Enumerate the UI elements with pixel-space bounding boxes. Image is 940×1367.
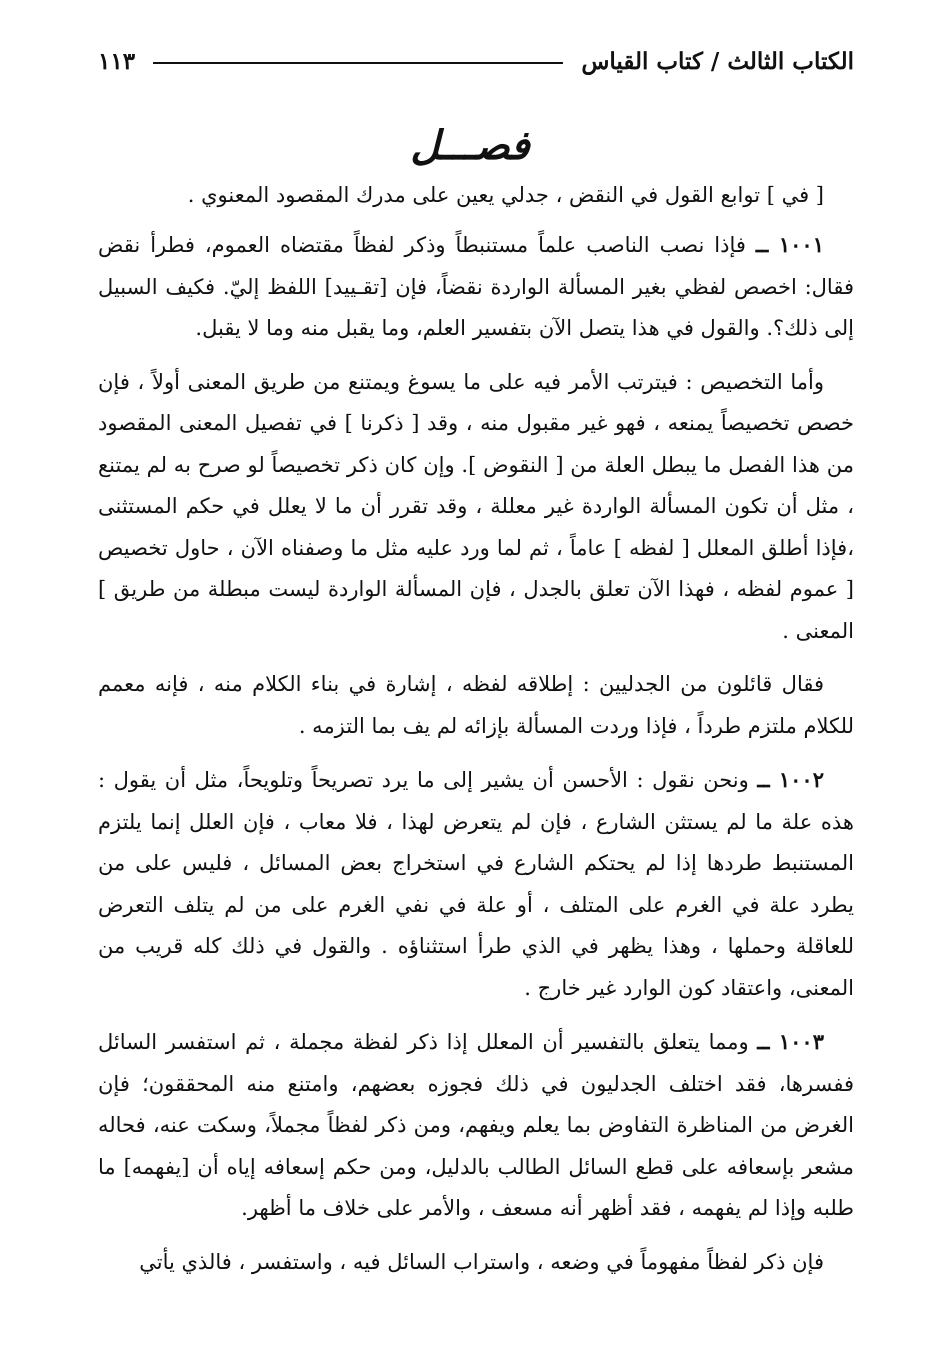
paragraph-1003: [98, 1021, 854, 1230]
paragraph-takhsis: [98, 362, 854, 653]
paragraph-number: ١٠٠١ ــ: [755, 232, 824, 257]
paragraph-text: ومما يتعلق بالتفسير أن المعلل إذا ذكر لفظة مجملة ، ثم استفسر السائل ففسرها، فقد اختلف الجدليون في ذلك فجوزه بعضهم، وامتنع منه المحققون؛ فإن الغرض من المناظرة التفاوض بما يعلم ويفهم، ومن ذكر لفظاً مجملاً، وسكت عنه، فحاله مشعر بإسعافه على قطع السائل الطالب بالدليل، ومن حكم إسعافه إياه أن [يفهمه] ما طلبه وإذا لم يفهمه ، فقد أظهر أنه مسعف ، والأمر على خلاف ما أظهر.: [98, 1030, 854, 1220]
running-header: [98, 38, 854, 84]
paragraph-1001: [98, 224, 854, 350]
paragraph-text: ونحن نقول : الأحسن أن يشير إلى ما يرد تصريحاً وتلويحاً، مثل أن يقول : هذه علة ما لم يستثن الشارع ، فإن لم يتعرض لهذا ، فلا معاب ، فإن العلل إنما يلتزم المستنبط طردها إذا لم يحتكم الشارع في استخراج بعض المسائل ، فليس على من يطرد علة في الغرم على المتلف ، أو علة في نفي الغرم على من لم يتلف التعرض للعاقلة وحملها ، وهذا يظهر في الذي طرأ استثناؤه . والقول في ذلك كله قريب من المعنى، واعتقاد كون الوارد غير خارج .: [98, 768, 854, 1000]
section-subtitle: [ في ] توابع القول في النقض ، جدلي يعين على مدرك المقصود المعنوي .: [187, 183, 824, 207]
paragraph-text: وأما التخصيص : فيترتب الأمر فيه على ما يسوغ ويمتنع من طريق المعنى أولاً ، فإن خصص تخصيصاً يمنعه ، فهو غير مقبول منه ، وقد [ ذكرنا ] في تفصيل المعنى المقصود من هذا الفصل ما يبطل العلة من [ النقوض ]. وإن كان ذكر تخصيصاً لو صرح به لم يمتنع ، مثل أن تكون المسألة الواردة غير معللة ، وقد تقرر أن ما لا يعلل في حكم المستثنى ،فإذا أطلق المعلل [ لفظه ] عاماً ، ثم لما ورد عليه مثل ما وصفناه الآن ، حاول تخصيص [ عموم لفظه ، فهذا الآن تعلق بالجدل ، فإن المسألة الواردة ليست مبطلة من طريق ] المعنى .: [98, 369, 854, 643]
paragraph-text: فقال قائلون من الجدليين : إطلاقه لفظه ، إشارة في بناء الكلام منه ، فإنه معمم للكلام ملتزم طرداً ، فإذا وردت المسألة بإزائه لم يف بما التزمه .: [98, 672, 854, 738]
paragraph-number: ١٠٠٣ ــ: [757, 1029, 824, 1054]
paragraph-continued: [98, 1242, 854, 1284]
paragraph-1002: [98, 759, 854, 1009]
running-title: الكتاب الثالث / كتاب القياس: [581, 47, 854, 75]
paragraph-text: فإن ذكر لفظاً مفهوماً في وضعه ، واستراب السائل فيه ، واستفسر ، فالذي يأتي: [139, 1249, 824, 1274]
header-rule: [153, 62, 563, 64]
paragraph-text: فإذا نصب الناصب علماً مستنبطاً وذكر لفظاً مقتضاه العموم، فطرأ نقض فقال: اخصص لفظي بغير المسألة الواردة نقضاً، فإن [تقـييد] اللفظ إليّ. فكيف السبيل إلى ذلك؟. والقول في هذا يتصل الآن بتفسير العلم، وما يقبل منه وما لا يقبل.: [98, 233, 854, 340]
section-title: فصـــل: [410, 122, 530, 169]
paragraph-number: ١٠٠٢ ــ: [757, 767, 824, 792]
page-number: ١١٣: [98, 47, 136, 75]
body-text: [98, 180, 854, 1295]
paragraph-jadaliyyin: [98, 664, 854, 747]
